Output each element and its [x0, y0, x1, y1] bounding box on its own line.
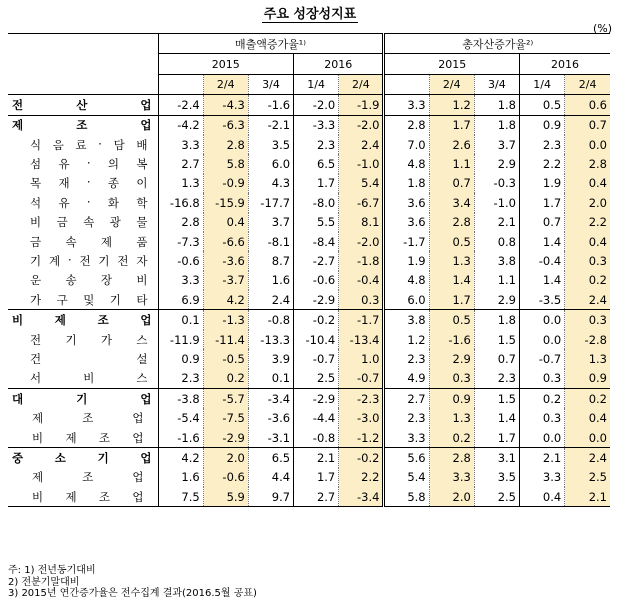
table-cell: 2.8: [565, 154, 610, 173]
table-row: [8, 310, 610, 330]
table-cell: 1.1: [474, 271, 519, 290]
year-header: 2016: [520, 54, 611, 74]
table-cell: 0.2: [565, 389, 610, 409]
row-label-text: 비 금 속 광 물: [30, 215, 148, 230]
table-cell: -5.7: [203, 389, 248, 409]
table-cell: 0.0: [565, 135, 610, 154]
table-cell: 4.4: [248, 468, 293, 487]
table-cell: 8.7: [248, 251, 293, 270]
table-cell: 3.3: [429, 468, 474, 487]
row-label-text: 가 구 및 기 타: [30, 292, 148, 307]
table-cell: -2.7: [294, 251, 339, 270]
table-cell: -1.8: [339, 251, 384, 270]
row-label: [8, 135, 158, 154]
table-cell: 7.0: [384, 135, 429, 154]
table-cell: 4.2: [203, 290, 248, 310]
row-label: [8, 310, 158, 330]
year-header: 2015: [158, 54, 294, 74]
header-blank: [8, 34, 158, 54]
table-cell: 0.4: [203, 213, 248, 232]
table-cell: -11.9: [158, 330, 203, 349]
table-cell: -3.0: [339, 408, 384, 427]
table-row: [8, 115, 610, 135]
table-cell: 0.2: [565, 271, 610, 290]
table-cell: 1.2: [384, 330, 429, 349]
footnote: 3) 2015년 연간증가율은 전수집계 결과(2016.5월 공표): [8, 588, 257, 599]
table-cell: -3.6: [248, 408, 293, 427]
table-cell: 2.8: [429, 448, 474, 468]
table-cell: -1.0: [474, 193, 519, 212]
quarter-header: 2/4: [429, 74, 474, 94]
quarter-header: 1/4: [294, 74, 339, 94]
table-cell: 1.4: [429, 271, 474, 290]
table-cell: 0.6: [565, 95, 610, 115]
table-cell: 1.0: [339, 349, 384, 368]
table-row: [8, 193, 610, 212]
table-cell: 6.5: [294, 154, 339, 173]
table-cell: 2.3: [384, 349, 429, 368]
row-label-text: 비 제 조 업: [12, 313, 152, 328]
table-cell: -2.4: [158, 95, 203, 115]
table-cell: 8.1: [339, 213, 384, 232]
table-cell: 1.9: [520, 174, 565, 193]
table-cell: -13.3: [248, 330, 293, 349]
table-cell: 1.7: [474, 428, 519, 448]
table-cell: -2.9: [203, 428, 248, 448]
table-cell: 0.0: [565, 428, 610, 448]
row-label-text: 제 조 업: [32, 411, 144, 426]
table-cell: 0.3: [565, 310, 610, 330]
table-cell: 0.1: [158, 310, 203, 330]
table-row: [8, 468, 610, 487]
table-row: [8, 135, 610, 154]
row-label: [8, 154, 158, 173]
table-cell: -7.5: [203, 408, 248, 427]
row-label-text: 중 소 기 업: [12, 450, 152, 465]
footnote: 2) 전분기말대비: [8, 576, 80, 588]
table-cell: -6.7: [339, 193, 384, 212]
table-cell: 1.7: [294, 174, 339, 193]
table-cell: 4.2: [158, 448, 203, 468]
table-cell: 3.3: [158, 135, 203, 154]
footnote: 주: 1) 전년동기대비: [8, 565, 96, 576]
table-cell: 3.5: [248, 135, 293, 154]
table-cell: -0.6: [294, 271, 339, 290]
table-cell: 3.7: [474, 135, 519, 154]
table-cell: 2.1: [294, 448, 339, 468]
table-cell: 2.3: [384, 408, 429, 427]
table-cell: -1.3: [203, 310, 248, 330]
table-cell: -5.4: [158, 408, 203, 427]
row-label: [8, 330, 158, 349]
table-cell: 0.0: [520, 310, 565, 330]
table-cell: -7.3: [158, 232, 203, 251]
table-cell: 2.2: [339, 468, 384, 487]
table-cell: -4.3: [203, 95, 248, 115]
table-cell: 3.6: [384, 213, 429, 232]
row-label-text: 식 음 료 · 담 배: [30, 136, 148, 152]
table-cell: 6.0: [384, 290, 429, 310]
table-cell: -10.4: [294, 330, 339, 349]
table-cell: 2.7: [384, 389, 429, 409]
table-cell: 1.7: [294, 468, 339, 487]
table-cell: -0.3: [474, 174, 519, 193]
table-row: [8, 408, 610, 427]
table-row: [8, 213, 610, 232]
row-label-text: 제 조 업: [32, 470, 144, 485]
table-row: [8, 290, 610, 310]
table-cell: -13.4: [339, 330, 384, 349]
row-label-text: 제 조 업: [12, 118, 152, 133]
table-cell: 0.4: [565, 408, 610, 427]
table-cell: 0.7: [474, 349, 519, 368]
table-cell: 2.5: [565, 468, 610, 487]
table-cell: -4.2: [158, 115, 203, 135]
table-cell: 1.5: [474, 330, 519, 349]
year-header: 2016: [294, 54, 384, 74]
row-label: [8, 251, 158, 270]
table-cell: -1.7: [384, 232, 429, 251]
table-cell: 0.8: [474, 232, 519, 251]
table-cell: 3.3: [158, 271, 203, 290]
table-row: [8, 428, 610, 448]
row-label-text: 금 속 제 품: [30, 234, 148, 249]
table-cell: 1.6: [248, 271, 293, 290]
row-label: [8, 174, 158, 193]
table-row: [8, 389, 610, 409]
table-cell: 0.5: [429, 310, 474, 330]
table-cell: 5.5: [294, 213, 339, 232]
table-row: [8, 330, 610, 349]
table-cell: 0.7: [520, 213, 565, 232]
table-cell: -17.7: [248, 193, 293, 212]
table-cell: -0.4: [520, 251, 565, 270]
table-cell: 0.5: [520, 95, 565, 115]
table-cell: 2.9: [429, 349, 474, 368]
table-cell: 2.9: [474, 154, 519, 173]
quarter-header: 2/4: [203, 74, 248, 94]
table-cell: -2.3: [339, 389, 384, 409]
table-cell: 0.3: [520, 408, 565, 427]
table-cell: 4.8: [384, 154, 429, 173]
table-cell: 5.4: [339, 174, 384, 193]
row-label: [8, 193, 158, 212]
table-cell: -6.3: [203, 115, 248, 135]
table-cell: -3.3: [294, 115, 339, 135]
row-label: [8, 487, 158, 507]
table-cell: 2.2: [565, 213, 610, 232]
table-body: [8, 95, 610, 507]
table-cell: 1.5: [474, 389, 519, 409]
table-cell: 1.8: [474, 115, 519, 135]
table-cell: 0.4: [565, 232, 610, 251]
table-cell: 2.8: [158, 213, 203, 232]
table-cell: 2.4: [248, 290, 293, 310]
table-cell: -0.8: [248, 310, 293, 330]
table-cell: 2.1: [474, 213, 519, 232]
quarter-header: 3/4: [248, 74, 293, 94]
table-cell: 9.7: [248, 487, 293, 507]
table-cell: 2.8: [384, 115, 429, 135]
table-cell: 2.9: [474, 290, 519, 310]
table-row: [8, 487, 610, 507]
table-cell: -11.4: [203, 330, 248, 349]
unit-label: (%): [592, 22, 612, 35]
row-label-text: 건 설: [30, 351, 148, 366]
table-cell: -15.9: [203, 193, 248, 212]
table-title: 주요 성장성지표: [263, 7, 357, 22]
table-cell: -1.6: [158, 428, 203, 448]
table-cell: 0.7: [429, 174, 474, 193]
table-cell: -0.2: [339, 448, 384, 468]
table-cell: -8.4: [294, 232, 339, 251]
row-label: [8, 389, 158, 409]
row-label-text: 목 재 · 종 이: [30, 175, 148, 191]
table-cell: 0.9: [429, 389, 474, 409]
table-cell: 5.8: [203, 154, 248, 173]
table-cell: 2.3: [520, 135, 565, 154]
table-cell: -3.4: [339, 487, 384, 507]
table-row: [8, 251, 610, 270]
table-cell: 2.7: [158, 154, 203, 173]
growth-indicator-table: [8, 33, 610, 507]
table-cell: 3.3: [520, 468, 565, 487]
table-row: [8, 232, 610, 251]
table-cell: 5.6: [384, 448, 429, 468]
table-cell: -1.9: [339, 95, 384, 115]
table-cell: -8.1: [248, 232, 293, 251]
table-cell: 1.2: [429, 95, 474, 115]
table-cell: 1.7: [429, 115, 474, 135]
table-cell: -1.0: [339, 154, 384, 173]
table-cell: -0.7: [520, 349, 565, 368]
row-label-text: 섬 유 · 의 복: [30, 156, 148, 172]
table-cell: 4.3: [248, 174, 293, 193]
table-cell: -6.6: [203, 232, 248, 251]
table-cell: -8.0: [294, 193, 339, 212]
table-cell: 0.3: [339, 290, 384, 310]
table-cell: 2.8: [203, 135, 248, 154]
table-cell: -2.0: [294, 95, 339, 115]
table-cell: -16.8: [158, 193, 203, 212]
row-label-text: 비 제 조 업: [32, 430, 144, 445]
table-cell: 6.5: [248, 448, 293, 468]
table-cell: -1.7: [339, 310, 384, 330]
table-cell: -2.8: [565, 330, 610, 349]
row-label: [8, 213, 158, 232]
table-cell: -0.2: [294, 310, 339, 330]
table-cell: 2.4: [339, 135, 384, 154]
group-header-sales: 매출액증가율¹⁾: [158, 34, 384, 54]
table-cell: -2.0: [339, 232, 384, 251]
table-cell: -4.4: [294, 408, 339, 427]
table-row: [8, 448, 610, 468]
table-cell: 6.0: [248, 154, 293, 173]
table-cell: 2.0: [565, 193, 610, 212]
table-row: [8, 154, 610, 173]
table-cell: 0.1: [248, 369, 293, 389]
table-cell: -3.8: [158, 389, 203, 409]
table-cell: 1.8: [474, 95, 519, 115]
table-cell: 5.4: [384, 468, 429, 487]
table-cell: 0.0: [520, 428, 565, 448]
row-label: [8, 115, 158, 135]
table-cell: -1.6: [429, 330, 474, 349]
table-cell: 1.4: [520, 271, 565, 290]
table-row: [8, 271, 610, 290]
table-cell: 0.4: [565, 174, 610, 193]
table-cell: 4.9: [384, 369, 429, 389]
table-cell: 0.4: [520, 487, 565, 507]
table-cell: 3.8: [384, 310, 429, 330]
table-row: [8, 174, 610, 193]
table-cell: -3.5: [520, 290, 565, 310]
row-label-text: 전 기 가 스: [30, 332, 148, 347]
row-label: [8, 448, 158, 468]
table-cell: 6.9: [158, 290, 203, 310]
row-label: [8, 232, 158, 251]
table-cell: 3.4: [429, 193, 474, 212]
group-header-assets: 총자산증가율²⁾: [384, 34, 610, 54]
table-cell: 1.3: [429, 251, 474, 270]
table-cell: 2.5: [474, 487, 519, 507]
table-cell: 3.5: [474, 468, 519, 487]
table-cell: -0.9: [203, 174, 248, 193]
row-label: [8, 271, 158, 290]
table-cell: 1.7: [520, 193, 565, 212]
table-cell: 0.9: [520, 115, 565, 135]
quarter-header: 2/4: [339, 74, 384, 94]
row-label: [8, 408, 158, 427]
table-cell: -0.6: [203, 468, 248, 487]
row-label-text: 석 유 · 화 학: [30, 194, 148, 210]
table-cell: 0.7: [565, 115, 610, 135]
table-cell: 3.9: [248, 349, 293, 368]
row-label-text: 대 기 업: [12, 391, 152, 406]
row-label: [8, 369, 158, 389]
table-cell: 2.0: [429, 487, 474, 507]
table-cell: 2.7: [294, 487, 339, 507]
table-cell: 0.3: [565, 251, 610, 270]
table-cell: 2.1: [520, 448, 565, 468]
table-cell: -0.4: [339, 271, 384, 290]
table-cell: 2.5: [294, 369, 339, 389]
table-cell: 2.0: [203, 448, 248, 468]
table-cell: 1.1: [429, 154, 474, 173]
year-header: 2015: [384, 54, 520, 74]
table-cell: 5.8: [384, 487, 429, 507]
table-cell: 2.1: [565, 487, 610, 507]
table-cell: 2.3: [294, 135, 339, 154]
table-cell: 0.9: [158, 349, 203, 368]
table-cell: 1.8: [384, 174, 429, 193]
table-cell: 0.2: [520, 389, 565, 409]
table-cell: -3.4: [248, 389, 293, 409]
table-cell: -0.7: [339, 369, 384, 389]
table-cell: 2.6: [429, 135, 474, 154]
table-cell: 3.3: [384, 428, 429, 448]
table-row: [8, 95, 610, 115]
table-cell: 3.7: [248, 213, 293, 232]
table-cell: -0.6: [158, 251, 203, 270]
table-cell: 1.8: [474, 310, 519, 330]
table-cell: 0.2: [429, 428, 474, 448]
table-cell: -1.2: [339, 428, 384, 448]
table-cell: 1.9: [384, 251, 429, 270]
row-label: [8, 290, 158, 310]
table-cell: 1.3: [565, 349, 610, 368]
table-cell: 3.1: [474, 448, 519, 468]
table-row: [8, 349, 610, 368]
footnotes: [8, 565, 257, 600]
table-cell: 2.2: [520, 154, 565, 173]
table-cell: 2.3: [158, 369, 203, 389]
table-cell: 3.3: [384, 95, 429, 115]
table-cell: 1.7: [429, 290, 474, 310]
table-cell: -2.9: [294, 389, 339, 409]
table-cell: -0.5: [203, 349, 248, 368]
table-cell: 1.3: [429, 408, 474, 427]
table-cell: -2.9: [294, 290, 339, 310]
table-cell: 1.3: [158, 174, 203, 193]
table-cell: 2.4: [565, 290, 610, 310]
table-cell: -3.7: [203, 271, 248, 290]
quarter-header: 2/4: [565, 74, 610, 94]
table-cell: 1.6: [158, 468, 203, 487]
row-label-text: 서 비 스: [30, 371, 148, 386]
row-label-text: 전 산 업: [12, 97, 152, 112]
table-cell: -2.0: [339, 115, 384, 135]
table-cell: 4.8: [384, 271, 429, 290]
table-cell: 0.0: [520, 330, 565, 349]
table-cell: -0.8: [294, 428, 339, 448]
table-cell: 7.5: [158, 487, 203, 507]
table-cell: -3.1: [248, 428, 293, 448]
table-cell: 0.9: [565, 369, 610, 389]
quarter-header: 3/4: [474, 74, 519, 94]
table-cell: 3.8: [474, 251, 519, 270]
row-label-text: 기 계 · 전 기 전 자: [30, 252, 148, 268]
table-cell: 5.9: [203, 487, 248, 507]
row-label-text: 운 송 장 비: [30, 273, 148, 288]
row-label: [8, 95, 158, 115]
table-cell: 1.4: [520, 232, 565, 251]
table-cell: -3.6: [203, 251, 248, 270]
table-cell: 0.3: [520, 369, 565, 389]
table-cell: -1.6: [248, 95, 293, 115]
table-cell: 2.4: [565, 448, 610, 468]
quarter-header: 1/4: [520, 74, 565, 94]
table-cell: -2.1: [248, 115, 293, 135]
row-label: [8, 468, 158, 487]
table-cell: -0.7: [294, 349, 339, 368]
table-cell: 0.3: [429, 369, 474, 389]
row-label-text: 비 제 조 업: [32, 489, 144, 504]
table-cell: 0.5: [429, 232, 474, 251]
table-cell: 2.3: [474, 369, 519, 389]
table-cell: 0.2: [203, 369, 248, 389]
table-cell: 2.8: [429, 213, 474, 232]
row-label: [8, 349, 158, 368]
table-cell: 3.6: [384, 193, 429, 212]
table-cell: 1.4: [474, 408, 519, 427]
table-row: [8, 369, 610, 389]
row-label: [8, 428, 158, 448]
